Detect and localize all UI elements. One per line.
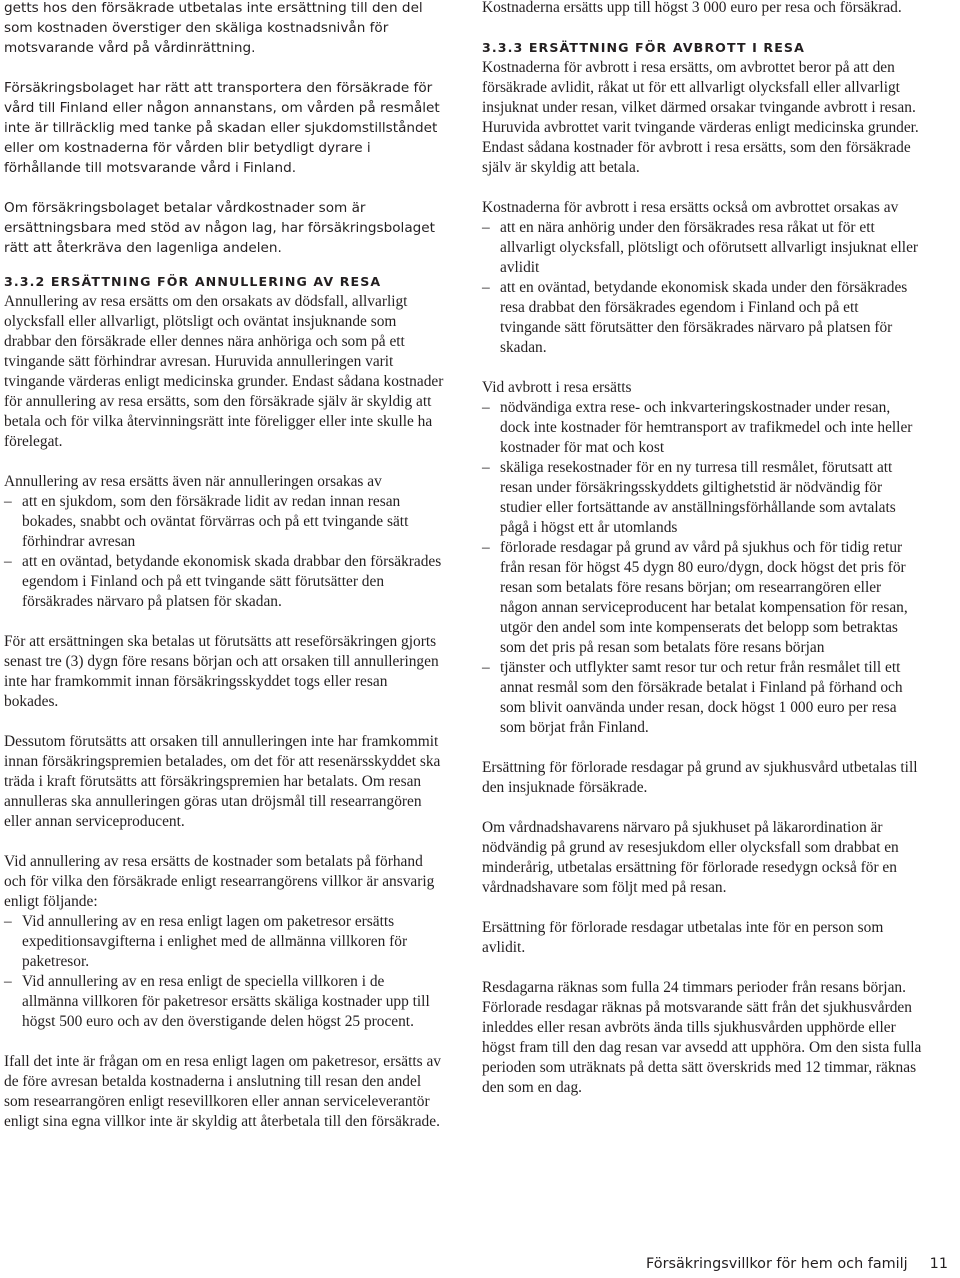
paragraph: Ersättning för förlorade resdagar utbetalas inte för en person som avlidit.	[482, 919, 884, 956]
dash-list	[482, 398, 922, 738]
section-heading-3-3-2: 3.3.2 ERSÄTTNING FÖR ANNULLERING AV RESA	[4, 274, 382, 289]
paragraph-intro: Kostnaderna för avbrott i resa ersätts också om avbrottet orsakas av	[482, 199, 899, 216]
right-column	[482, 0, 922, 1118]
page-footer	[646, 1254, 948, 1274]
paragraph: Kostnaderna för avbrott i resa ersätts, om avbrottet beror på att den försäkrade avlidit, råkat ut för ett allvarligt olycksfall eller allvarligt insjuknat under resan, vilket därmed orsakar tvingande avbrott i resan. Huruvida avbrottet varit tvingande värderas enligt medicinska grunder. Endast sådana kostnader för avbrott i resa ersätts, som den försäkrade själv är skyldig att betala.	[482, 59, 919, 176]
list-item: – att en oväntad, betydande ekonomisk skada drabbar den försäkrades egendom i Finland och på ett tvingande sätt förutsätter den försäkrades närvaro på platsen för skadan.	[4, 552, 444, 612]
list-item: – tjänster och utflykter samt resor tur och retur från resmålet till ett annat resmål som den försäkrade betalat i Finland på förhand och som blivit oanvända under resan, dock högst 1 000 euro per resa som börjat från Finland.	[482, 658, 922, 738]
dash-list	[4, 492, 444, 612]
list-item: – Vid annullering av en resa enligt de speciella villkoren i de allmänna villkoren för paketresor ersätts skäliga kostnader upp till högst 500 euro och av den överstigande delen högst 25 procent.	[4, 972, 444, 1032]
list-item: – Vid annullering av en resa enligt lagen om paketresor ersätts expeditionsavgifterna i enlighet med de allmänna villkoren för paketresor.	[4, 912, 444, 972]
list-item: – att en sjukdom, som den försäkrade lidit av redan innan resan bokades, snabbt och oväntat förvärras och på ett tvingande sätt förhindrar avresan	[4, 492, 444, 552]
list-item: – skäliga resekostnader för en ny turresa till resmålet, förutsatt att resan under försäkringsskyddets giltighetstid är nödvändig för studier eller fortsättande av anställningsförhållande som avtalats pågå i högst ett år utomlands	[482, 458, 922, 538]
list-item: – att en nära anhörig under den försäkrades resa råkat ut för ett allvarligt olycksfall, plötsligt och oförutsett allvarligt insjuknat eller avlidit	[482, 218, 922, 278]
paragraph: getts hos den försäkrade utbetalas inte ersättning till den del som kostnaden överstiger den skäliga kostnadsnivån för motsvarande vård på vårdinrättning.	[4, 0, 423, 56]
paragraph: Om försäkringsbolaget betalar vårdkostnader som är ersättningsbara med stöd av någon lag, har försäkringsbolaget rätt att återkräva den lagenliga andelen.	[4, 200, 435, 256]
page-number: 11	[929, 1256, 948, 1272]
paragraph: Resdagarna räknas som fulla 24 timmars perioder från resans början. Förlorade resdagar räknas på motsvarande sätt från det sjukhusvården inleddes eller resan avbröts ända tills sjukhusvården upphörde eller högst fram till den dag resan var avsedd att upphöra. Om den sista fulla perioden som uträknats på detta sätt överskrids med 12 timmar, räknas den som en dag.	[482, 979, 922, 1096]
paragraph: Kostnaderna ersätts upp till högst 3 000 euro per resa och försäkrad.	[482, 0, 902, 16]
footer-title: Försäkringsvillkor för hem och familj	[646, 1256, 908, 1272]
paragraph: Annullering av resa ersätts om den orsakats av dödsfall, allvarligt olycksfall eller allvarligt, plötsligt och oväntat insjuknande som drabbar den försäkrade eller dennes nära anhöriga och som på ett tvingande sätt förhindrar avresan. Huruvida annulleringen varit tvingande värderas enligt medicinska grunder. Endast sådana kostnader för annullering av resa ersätts, som den försäkrade själv är skyldig att betala och för vilka återvinningsrätt inte föreligger eller inte skulle ha förelegat.	[4, 293, 444, 450]
paragraph: För att ersättningen ska betalas ut förutsätts att reseförsäkringen gjorts senast tre (3) dygn före resans början och att orsaken till annulleringen inte har framkommit innan försäkringsskyddet togs eller resan bokades.	[4, 633, 439, 710]
section-heading-3-3-3: 3.3.3 ERSÄTTNING FÖR AVBROTT I RESA	[482, 40, 805, 55]
list-item: – att en oväntad, betydande ekonomisk skada under den försäkrades resa drabbat den försäkrades egendom i Finland och på ett tvingande sätt förutsätter den försäkrades närvaro på platsen för skadan.	[482, 278, 922, 358]
list-item: – nödvändiga extra rese- och inkvarteringskostnader under resan, dock inte kostnader för hemtransport av trafikmedel och inte heller kostnader för mat och kost	[482, 398, 922, 458]
paragraph-intro: Vid annullering av resa ersätts de kostnader som betalats på förhand och för vilka den försäkrade enligt researrangörens villkor är ansvarig enligt följande:	[4, 853, 435, 910]
paragraph: Försäkringsbolaget har rätt att transportera den försäkrade för vård till Finland eller någon annanstans, om vården på resmålet inte är tillräcklig med tanke på skadan eller sjukdomstillståndet eller om kostnaderna för vården blir betydligt dyrare i förhållande till motsvarande vård i Finland.	[4, 80, 440, 176]
dash-list	[4, 912, 444, 1032]
left-sans-block	[4, 0, 444, 258]
left-column	[4, 0, 444, 1152]
paragraph-intro: Annullering av resa ersätts även när annulleringen orsakas av	[4, 473, 382, 490]
paragraph: Ifall det inte är frågan om en resa enligt lagen om paketresor, ersätts av de före avresan betalda kostnaderna i anslutning till resan den andel som researrangören enligt resevillkoren eller annan serviceleverantör enligt sina egna villkor inte är skyldig att återbetala till den försäkrade.	[4, 1053, 441, 1130]
paragraph: Ersättning för förlorade resdagar på grund av sjukhusvård utbetalas till den insjuknade försäkrade.	[482, 759, 918, 796]
paragraph-intro: Vid avbrott i resa ersätts	[482, 379, 632, 396]
paragraph: Om vårdnadshavarens närvaro på sjukhuset på läkarordination är nödvändig på grund av resesjukdom eller olycksfall som drabbat en minderårig, utbetalas ersättning för förlorade resedygn också för en vårdnadshavare som följt med på resan.	[482, 819, 899, 896]
dash-list	[482, 218, 922, 358]
paragraph: Dessutom förutsätts att orsaken till annulleringen inte har framkommit innan försäkringspremien betalades, om det för att resenärsskyddet ska träda i kraft förutsätts att försäkringspremien har betalats. Om resan annulleras ska annulleringen göras utan dröjsmål till researrangören eller annan serviceproducent.	[4, 733, 441, 830]
list-item: – förlorade resdagar på grund av vård på sjukhus och för tidig retur från resan för högst 45 dygn 80 euro/dygn, dock högst det pris för resan som betalats före resans början; om researrangören eller någon annan serviceproducent har betalat kompensation för resan, utgör den andel som inte kompenserats det belopp som betraktas som det pris på resan som betalats före resans början	[482, 538, 922, 658]
